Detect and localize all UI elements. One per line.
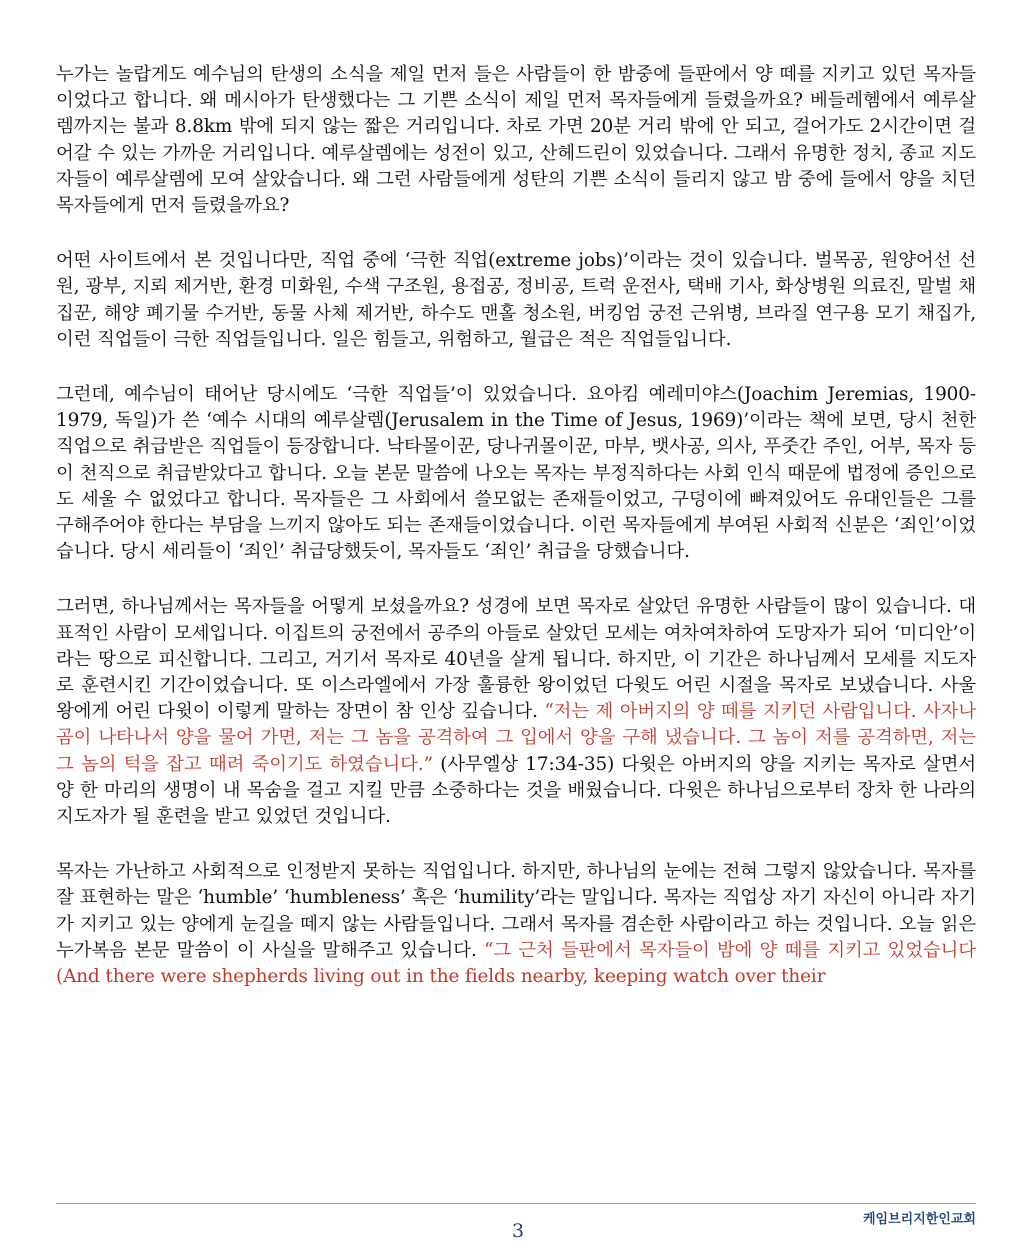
document-body xyxy=(56,62,976,1019)
paragraph-text: 그런데, 예수님이 태어난 당시에도 ‘극한 직업들’이 있었습니다. 요아킴 예레미야스(Joachim Jeremias, 1900-1979, 독일)가 쓴 ‘예수 시대의 예루살렘(Jerusalem in the Time of Jesus, 1969)’이라는 책에 보면, 당시 천한 직업으로 취급받은 직업들이 등장합니다. 낙타몰이꾼, 당나귀몰이꾼, 마부, 뱃사공, 의사, 푸줏간 주인, 어부, 목자 등이 천직으로 취급받았다고 합니다. 오늘 본문 말씀에 나오는 목자는 부정직하다는 사회 인식 때문에 법정에 증인으로도 세울 수 없었다고 합니다. 목자들은 그 사회에서 쓸모없는 존재들이었고, 구덩이에 빠져있어도 유대인들은 그를 구해주어야 한다는 부담을 느끼지 않아도 되는 존재들이었습니다. 이런 목자들에게 부여된 사회적 신분은 ‘죄인’이었습니다. 당시 세리들이 ‘죄인’ 취급당했듯이, 목자들도 ‘죄인’ 취급을 당했습니다. xyxy=(56,384,976,563)
scripture-quote: “그 근처 들판에서 목자들이 밤에 양 떼를 지키고 있었습니다(And there were shepherds living out in the fields nearby, keeping watch over their xyxy=(56,939,976,988)
church-name: 케임브리지한인교회 xyxy=(862,1212,976,1227)
paragraph-text: 그러면, 하나님께서는 목자들을 어떻게 보셨을까요? 성경에 보면 목자로 살았던 유명한 사람들이 많이 있습니다. 대표적인 사람이 모세입니다. 이집트의 궁전에서 공주의 아들로 살았던 모세는 여차여차하여 도망자가 되어 ‘미디안’이라는 땅으로 피신합니다. 그리고, 거기서 목자로 40년을 살게 됩니다. 하지만, 이 기간은 하나님께서 모세를 지도자로 훈련시킨 기간이었습니다. 또 이스라엘에서 가장 훌륭한 왕이었던 다윗도 어린 시절을 목자로 보냈습니다. 사울 왕에게 어린 다윗이 이렇게 말하는 장면이 참 인상 깊습니다. xyxy=(56,596,976,723)
paragraph-text: (사무엘상 17:34-35) 다윗은 아버지의 양을 지키는 목자로 살면서 양 한 마리의 생명이 내 목숨을 걸고 지킬 만큼 소중하다는 것을 배웠습니다. 다윗은 하나님으로부터 장차 한 나라의 지도자가 될 훈련을 받고 있었던 것입니다. xyxy=(56,753,977,828)
paragraph-3 xyxy=(56,382,976,565)
paragraph-4 xyxy=(56,594,976,830)
paragraph-5 xyxy=(56,859,976,990)
paragraph-text: 어떤 사이트에서 본 것입니다만, 직업 중에 ‘극한 직업(extreme jobs)’이라는 것이 있습니다. 벌목공, 원양어선 선원, 광부, 지뢰 제거반, 환경 미화원, 수색 구조원, 용접공, 정비공, 트럭 운전사, 택배 기사, 화상병원 의료진, 말벌 채집꾼, 해양 폐기물 수거반, 동물 사체 제거반, 하수도 맨홀 청소원, 버킹엄 궁전 근위병, 브라질 연구용 모기 채집가, 이런 직업들이 극한 직업들입니다. 일은 힘들고, 위험하고, 월급은 적은 직업들입니다. xyxy=(56,250,976,350)
scripture-quote: “저는 제 아버지의 양 떼를 지키던 사람입니다. 사자나 곰이 나타나서 양을 물어 가면, 저는 그 놈을 공격하여 그 입에서 양을 구해 냈습니다. 그 놈이 저를 공격하면, 저는 그 놈의 턱을 잡고 때려 죽이기도 하였습니다.” xyxy=(56,701,976,775)
paragraph-1 xyxy=(56,62,976,219)
paragraph-text: 누가는 놀랍게도 예수님의 탄생의 소식을 제일 먼저 들은 사람들이 한 밤중에 들판에서 양 떼를 지키고 있던 목자들이었다고 합니다. 왜 메시아가 탄생했다는 그 기쁜 소식이 제일 먼저 목자들에게 들렸을까요? 베들레헴에서 예루살렘까지는 불과 8.8km 밖에 되지 않는 짧은 거리입니다. 차로 가면 20분 거리 밖에 안 되고, 걸어가도 2시간이면 걸어갈 수 있는 가까운 거리입니다. 예루살렘에는 성전이 있고, 산헤드린이 있었습니다. 그래서 유명한 정치, 종교 지도자들이 예루살렘에 모여 살았습니다. 왜 그런 사람들에게 성탄의 기쁜 소식이 들리지 않고 밤 중에 들에서 양을 치던 목자들에게 먼저 들렸을까요? xyxy=(56,64,976,217)
page-number: 3 xyxy=(511,1220,525,1242)
paragraph-text: 목자는 가난하고 사회적으로 인정받지 못하는 직업입니다. 하지만, 하나님의 눈에는 전혀 그렇지 않았습니다. 목자를 잘 표현하는 말은 ‘humble’ ‘humbleness’ 혹은 ‘humility’라는 말입니다. 목자는 직업상 자기 자신이 아니라 자기가 지키고 있는 양에게 눈길을 떼지 않는 사람들입니다. 그래서 목자를 겸손한 사람이라고 하는 것입니다. 오늘 읽은 누가복음 본문 말씀이 이 사실을 말해주고 있습니다. xyxy=(56,861,976,961)
footer-divider xyxy=(56,1203,976,1204)
paragraph-2 xyxy=(56,248,976,353)
